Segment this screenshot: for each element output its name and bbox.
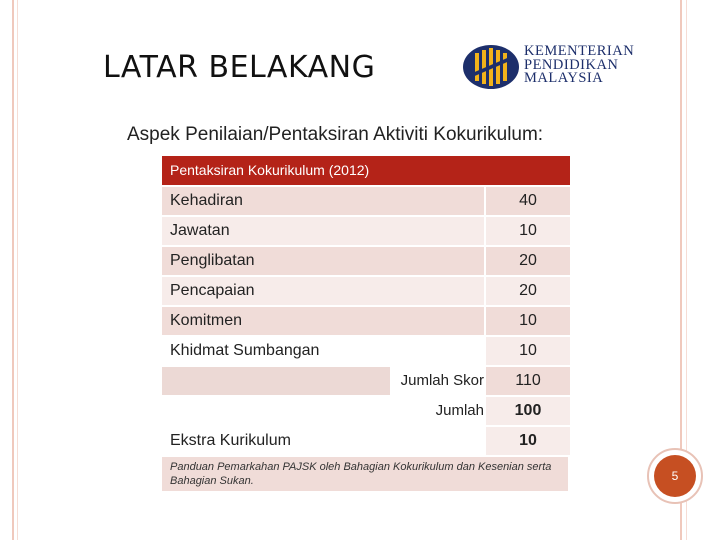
row-label: Khidmat Sumbangan	[162, 337, 484, 365]
slide-subtitle: Aspek Penilaian/Pentaksiran Aktiviti Kokurikulum:	[127, 124, 544, 145]
row-label: Jawatan	[162, 217, 484, 245]
ekstra-value: 10	[486, 427, 570, 455]
spacer-cell	[162, 367, 390, 395]
assessment-table	[162, 156, 570, 491]
slide-title: LATAR BELAKANG	[103, 50, 376, 85]
jumlah-markah-value: 100	[486, 397, 570, 425]
row-value: 10	[486, 337, 570, 365]
jumlah-skor-row	[162, 367, 570, 395]
ekstra-row	[162, 427, 570, 455]
row-value: 20	[486, 277, 570, 305]
page-number: 5	[654, 455, 696, 497]
table-row	[162, 337, 570, 365]
jumlah-skor-label: Jumlah Skor	[392, 367, 484, 395]
jumlah-markah-label: Jumlah	[392, 397, 484, 425]
table-footnote: Panduan Pemarkahan PAJSK oleh Bahagian Kokurikulum dan Kesenian serta Bahagian Sukan.	[162, 457, 568, 491]
table-row	[162, 217, 570, 245]
row-label: Penglibatan	[162, 247, 484, 275]
ministry-emblem-icon	[462, 44, 520, 90]
table-row	[162, 277, 570, 305]
ekstra-label: Ekstra Kurikulum	[162, 427, 484, 455]
logo-line-2: PENDIDIKAN	[524, 56, 619, 73]
table-row	[162, 187, 570, 215]
jumlah-markah-row	[162, 397, 570, 425]
table-row	[162, 307, 570, 335]
logo-wordmark	[524, 45, 634, 86]
table-header: Pentaksiran Kokurikulum (2012)	[162, 156, 570, 185]
frame-line-left-inner	[17, 0, 18, 540]
table-row	[162, 247, 570, 275]
logo-line-1: KEMENTERIAN	[524, 43, 635, 59]
row-value: 40	[486, 187, 570, 215]
row-value: 20	[486, 247, 570, 275]
row-value: 10	[486, 307, 570, 335]
frame-line-left	[12, 0, 14, 540]
ministry-logo	[462, 42, 662, 92]
row-label: Komitmen	[162, 307, 484, 335]
row-value: 10	[486, 217, 570, 245]
row-label: Pencapaian	[162, 277, 484, 305]
page-number-badge	[647, 448, 703, 504]
spacer-cell	[162, 397, 390, 425]
logo-line-3: MALAYSIA	[524, 70, 604, 86]
jumlah-skor-value: 110	[486, 367, 570, 395]
row-label: Kehadiran	[162, 187, 484, 215]
